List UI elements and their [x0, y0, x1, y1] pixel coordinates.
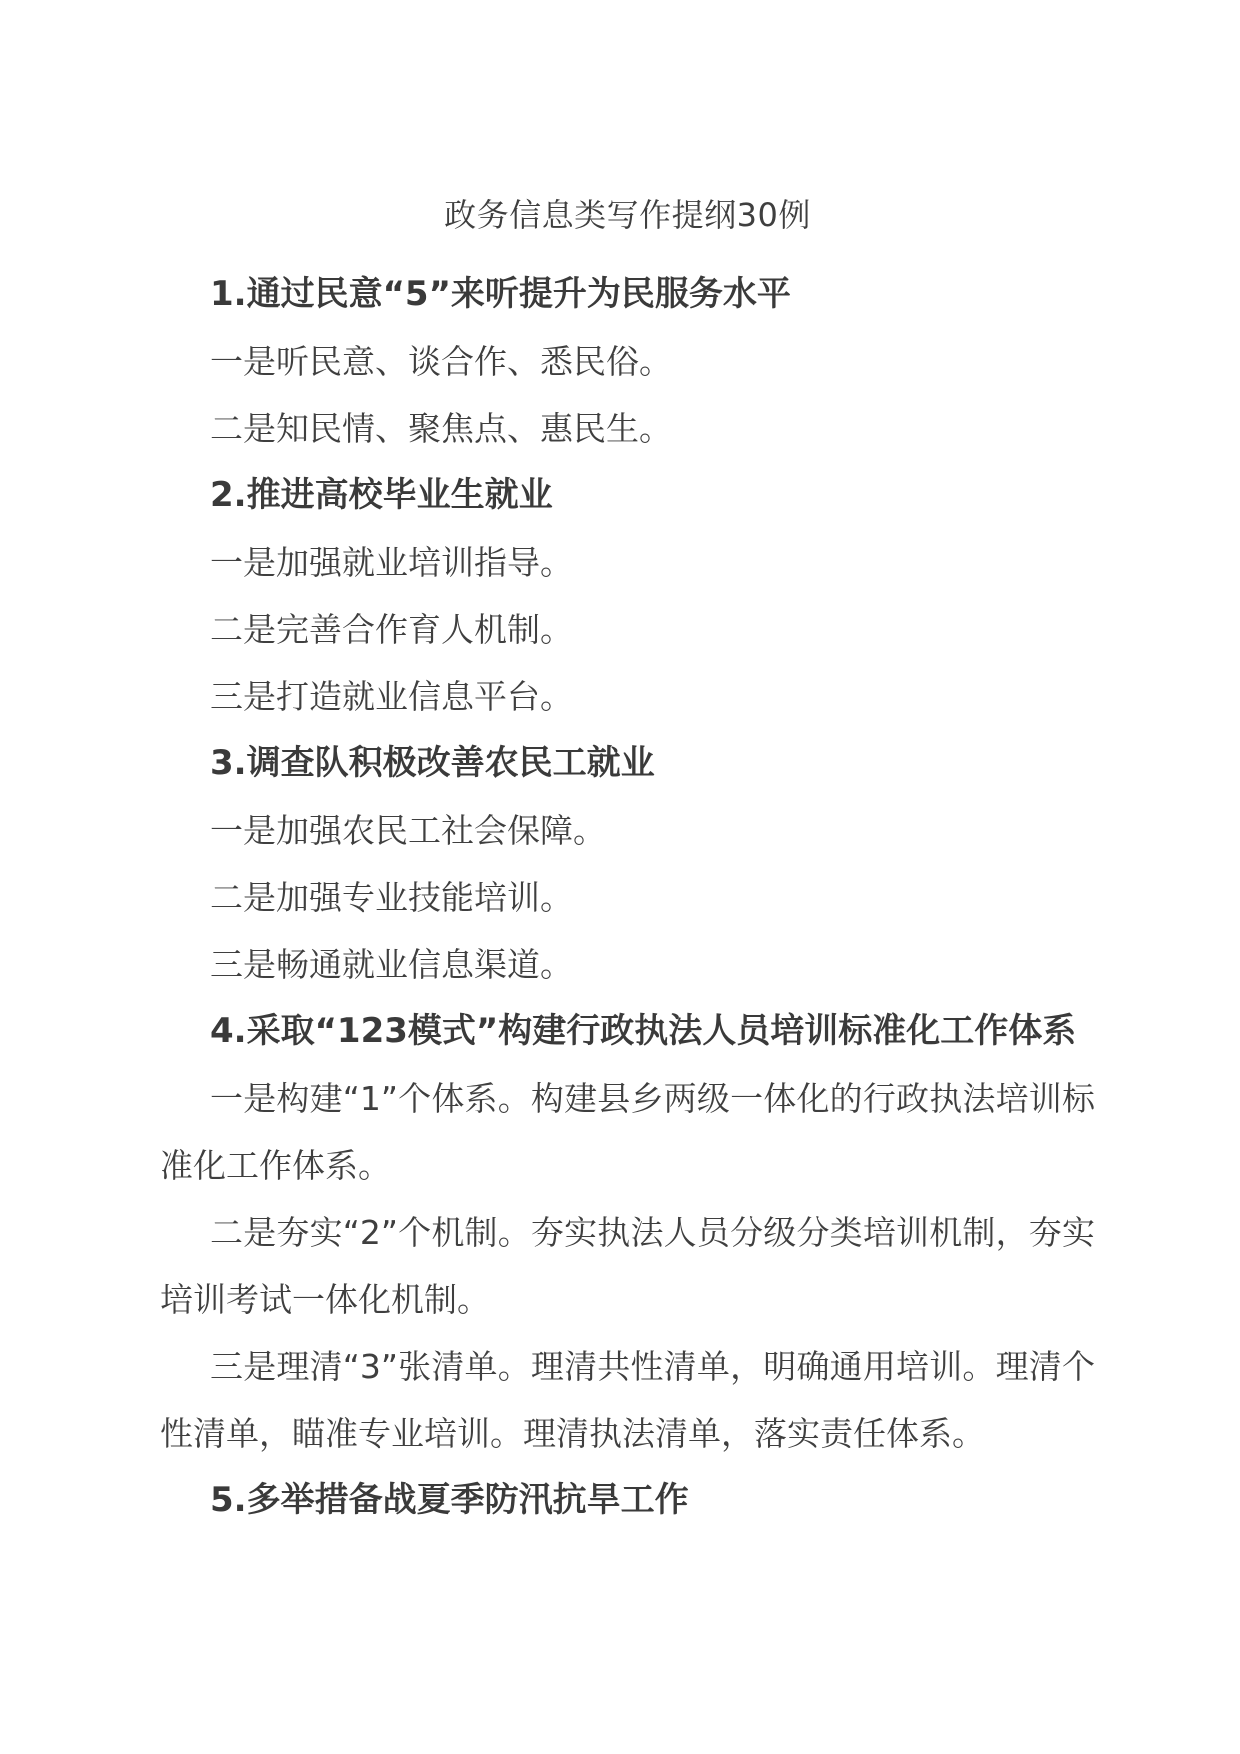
list-item: 一是听民意、谈合作、悉民俗。 — [210, 342, 672, 381]
list-item: 一是构建“1”个体系。构建县乡两级一体化的行政执法培训标准化工作体系。 — [160, 1079, 1095, 1185]
list-item: 二是加强专业技能培训。 — [210, 878, 573, 917]
list-item: 三是理清“3”张清单。理清共性清单，明确通用培训。理清个性清单，瞄准专业培训。理清执法清单，落实责任体系。 — [160, 1347, 1095, 1453]
list-item: 一是加强就业培训指导。 — [210, 543, 573, 582]
section-4 — [160, 998, 1095, 1467]
section-heading: 5.多举措备战夏季防汛抗旱工作 — [210, 1480, 689, 1520]
section-heading: 4.采取“123模式”构建行政执法人员培训标准化工作体系 — [210, 1011, 1077, 1051]
document-body — [160, 195, 1095, 1534]
list-item: 一是加强农民工社会保障。 — [210, 811, 606, 850]
section-heading: 2.推进高校毕业生就业 — [210, 475, 553, 515]
document-title: 政务信息类写作提纲30例 — [444, 196, 811, 234]
section-3 — [160, 730, 1095, 998]
section-heading: 1.通过民意“5”来听提升为民服务水平 — [210, 274, 791, 314]
list-item: 二是夯实“2”个机制。夯实执法人员分级分类培训机制，夯实培训考试一体化机制。 — [160, 1213, 1095, 1319]
section-2 — [160, 462, 1095, 730]
list-item: 二是知民情、聚焦点、惠民生。 — [210, 409, 672, 448]
list-item: 三是打造就业信息平台。 — [210, 677, 573, 716]
list-item: 三是畅通就业信息渠道。 — [210, 945, 573, 984]
section-1 — [160, 261, 1095, 462]
section-5 — [160, 1467, 1095, 1534]
list-item: 二是完善合作育人机制。 — [210, 610, 573, 649]
section-heading: 3.调查队积极改善农民工就业 — [210, 743, 655, 783]
